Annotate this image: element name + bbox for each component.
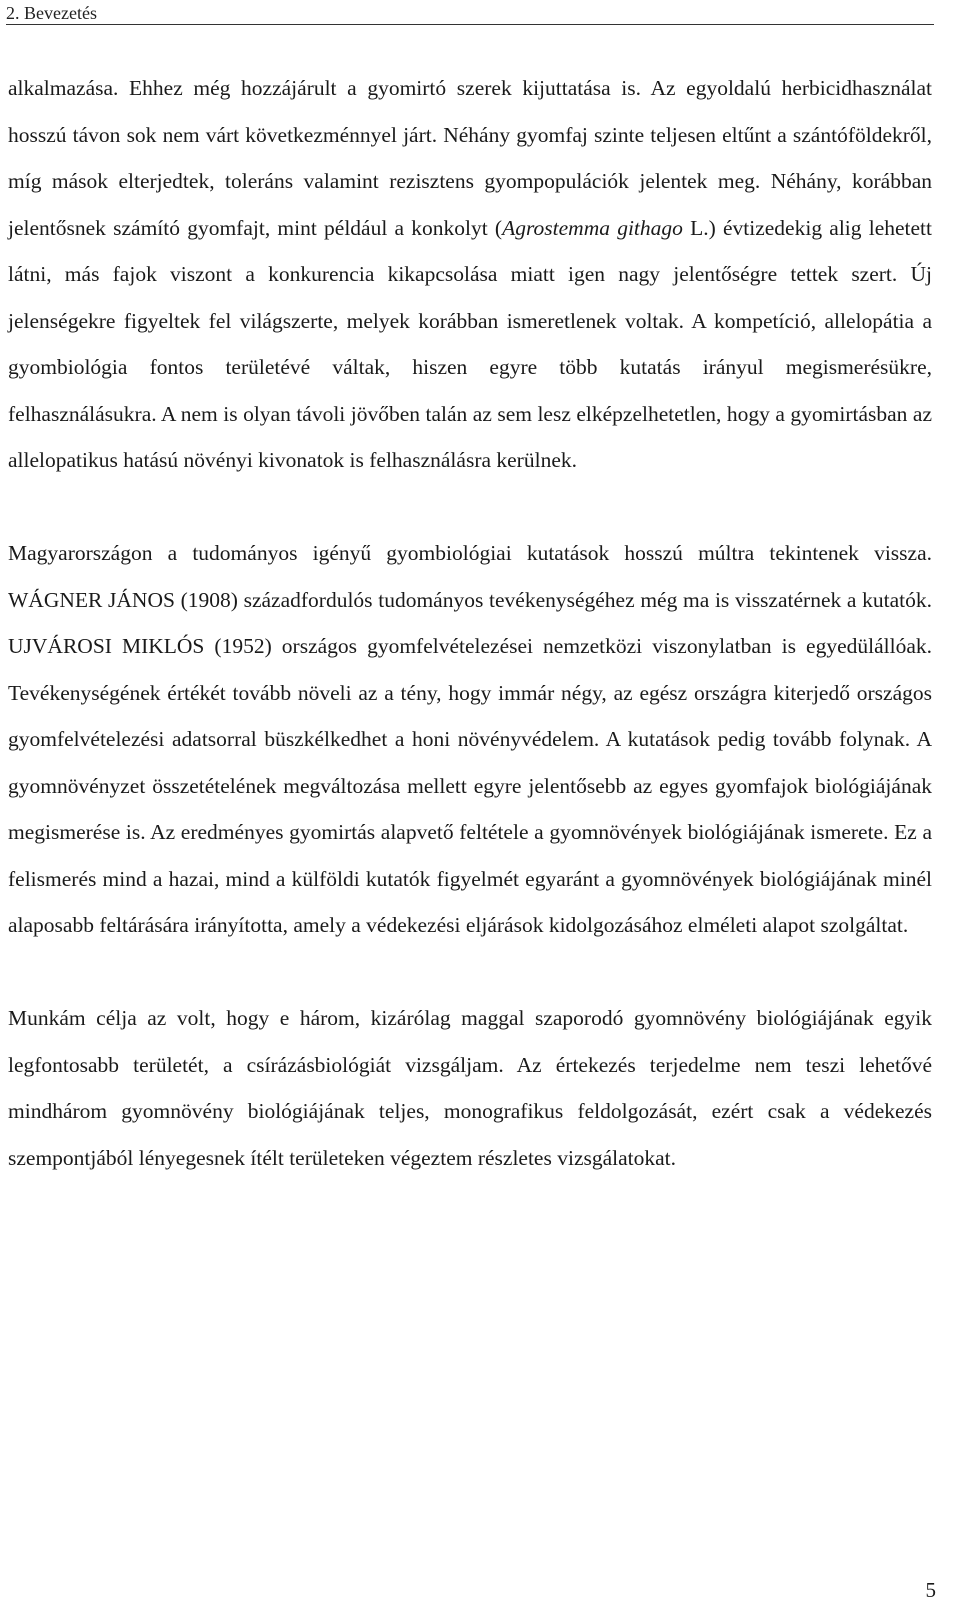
- species-name-italic: Agrostemma githago: [502, 215, 683, 240]
- page-number: 5: [925, 1578, 936, 1602]
- body-text: [8, 65, 932, 1181]
- paragraph-1-text-start: alkalmazása. Ehhez még hozzájárult a gyomirtó szerek kijuttatása is. Az egyoldalú herbicidhasználat hosszú távon sok nem várt következménnyel járt. Néhány gyomfaj szinte teljesen eltűnt a szántóföldekről, míg mások elterjedtek, toleráns valamint rezisztens gyompopulációk jelentek meg. Néhány, korábban jelentősnek számító gyomfajt, mint például a konkolyt (: [8, 76, 932, 240]
- header-divider: [6, 24, 934, 25]
- paragraph-1-text-end: L.) évtizedekig alig lehetett látni, más fajok viszont a konkurencia kikapcsolása miatt igen nagy jelentőségre tettek szert. Új jelenségekre figyeltek fel világszerte, melyek korábban ismeretlenek voltak. A kompetíció, allelopátia a gyombiológia fontos területévé váltak, hiszen egyre több kutatás irányul megismerésükre, felhasználásukra. A nem is olyan távoli jövőben talán az sem lesz elképzelhetetlen, hogy a gyomirtásban az allelopatikus hatású növényi kivonatok is felhasználásra kerülnek.: [8, 215, 932, 472]
- paragraph-1: [8, 65, 932, 484]
- paragraph-2: Magyarországon a tudományos igényű gyombiológiai kutatások hosszú múltra tekintenek vissza. WÁGNER JÁNOS (1908) századfordulós tudományos tevékenységéhez még ma is visszatérnek a kutatók. UJVÁROSI MIKLÓS (1952) országos gyomfelvételezései nemzetközi viszonylatban is egyedülállóak. Tevékenységének értékét tovább növeli az a tény, hogy immár négy, az egész országra kiterjedő országos gyomfelvételezési adatsorral büszkélkedhet a honi növényvédelem. A kutatások pedig tovább folynak. A gyomnövényzet összetételének megváltozása mellett egyre jelentősebb az egyes gyomfajok biológiájának megismerése is. Az eredményes gyomirtás alapvető feltétele a gyomnövények biológiájának ismerete. Ez a felismerés mind a hazai, mind a külföldi kutatók figyelmét egyaránt a gyomnövények biológiájának minél alaposabb feltárására irányította, amely a védekezési eljárások kidolgozásához elméleti alapot szolgáltat.: [8, 541, 932, 937]
- paragraph-3: Munkám célja az volt, hogy e három, kizárólag maggal szaporodó gyomnövény biológiájának egyik legfontosabb területét, a csírázásbiológiát vizsgáljam. Az értekezés terjedelme nem teszi lehetővé mindhárom gyomnövény biológiájának teljes, monografikus feldolgozását, ezért csak a védekezés szempontjából lényegesnek ítélt területeken végeztem részletes vizsgálatokat.: [8, 1006, 932, 1170]
- running-header: 2. Bevezetés: [6, 3, 97, 23]
